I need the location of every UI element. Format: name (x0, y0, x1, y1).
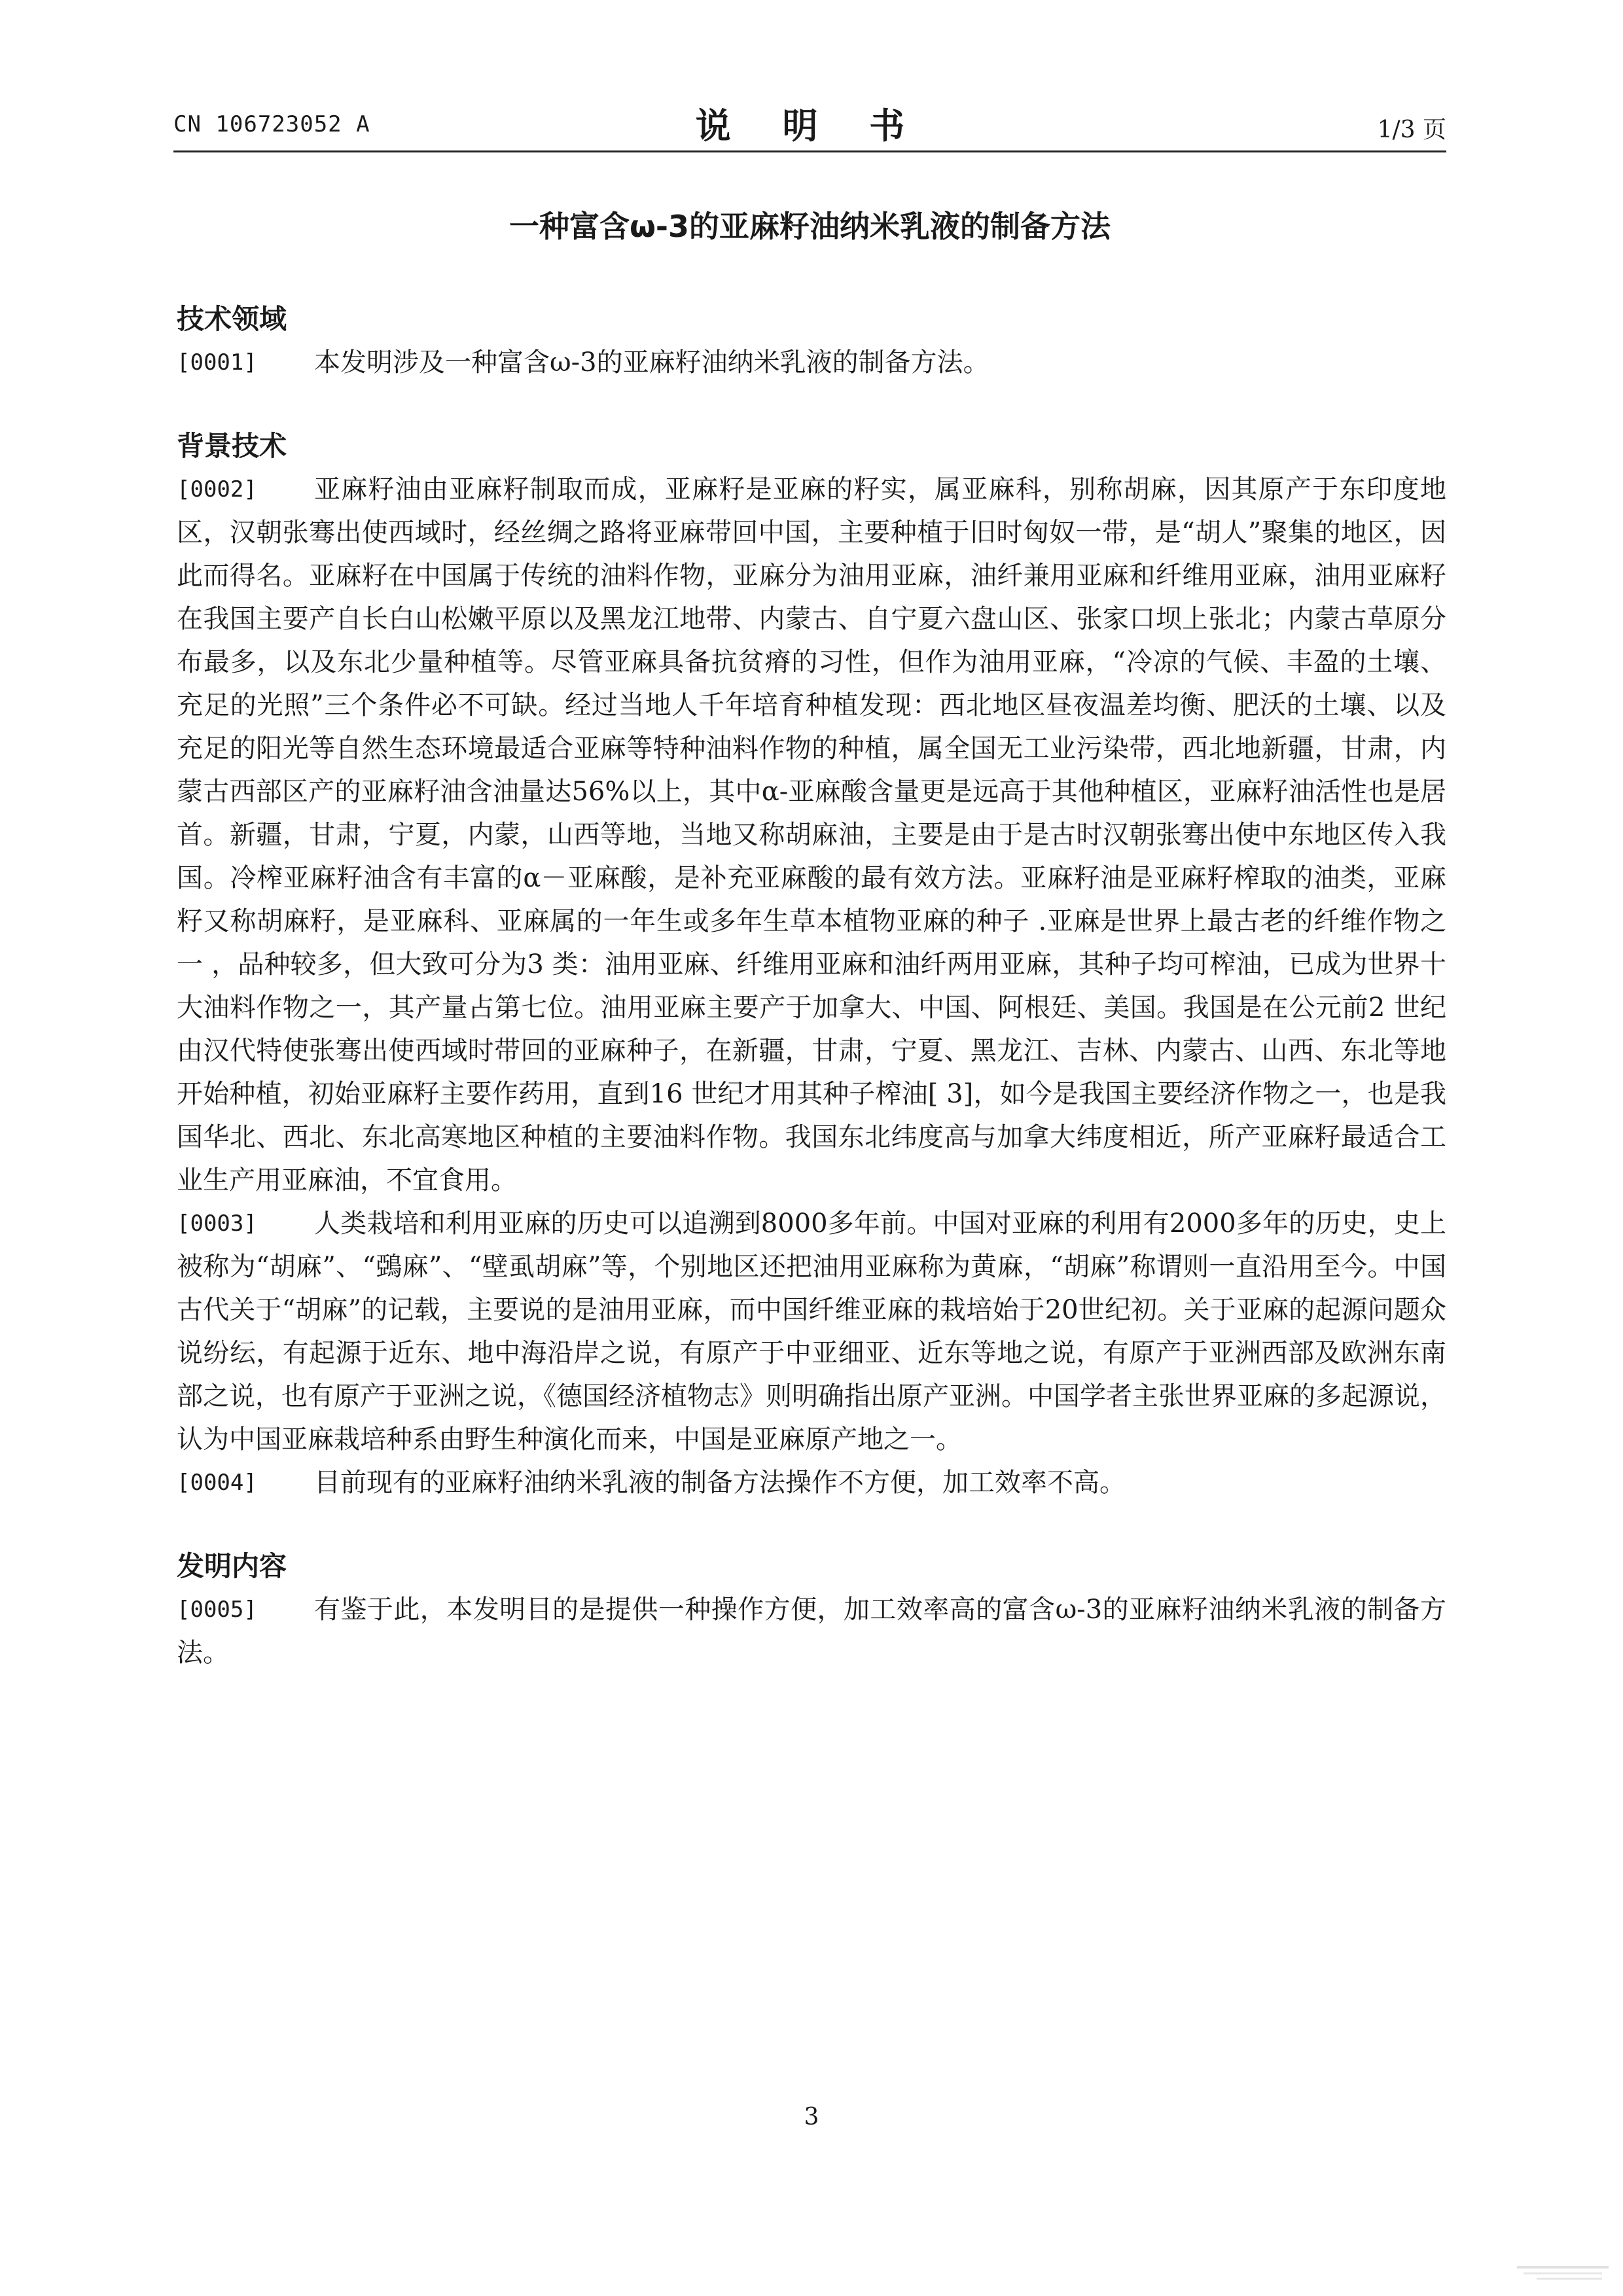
page-count: 1/3 页 (1377, 116, 1446, 143)
paragraph (177, 1202, 1446, 1461)
header-rule (173, 150, 1446, 152)
paragraph (177, 341, 1446, 384)
paragraph-text: 目前现有的亚麻籽油纳米乳液的制备方法操作不方便，加工效率不高。 (314, 1468, 1126, 1498)
paragraph-number: [0003] (177, 1210, 257, 1237)
document-title: 一种富含ω-3的亚麻籽油纳米乳液的制备方法 (508, 209, 1111, 244)
paragraph-text: 亚麻籽油由亚麻籽制取而成，亚麻籽是亚麻的籽实，属亚麻科，别称胡麻，因其原产于东印度地区，汉朝张骞出使西域时，经丝绸之路将亚麻带回中国，主要种植于旧时匈奴一带，是“胡人”聚集的地区，因此而得名。亚麻籽在中国属于传统的油料作物，亚麻分为油用亚麻，油纤兼用亚麻和纤维用亚麻，油用亚麻籽在我国主要产自长白山松嫩平原以及黑龙江地带、内蒙古、自宁夏六盘山区、张家口坝上张北；内蒙古草原分布最多，以及东北少量种植等。尽管亚麻具备抗贫瘠的习性，但作为油用亚麻，“冷凉的气候、丰盈的土壤、充足的光照”三个条件必不可缺。经过当地人千年培育种植发现：西北地区昼夜温差均衡、肥沃的土壤、以及充足的阳光等自然生态环境最适合亚麻等特种油料作物的种植，属全国无工业污染带，西北地新疆，甘肃，内蒙古西部区产的亚麻籽油含油量达56%以上，其中α-亚麻酸含量更是远高于其他种植区，亚麻籽油活性也是居首。新疆，甘肃，宁夏，内蒙，山西等地，当地又称胡麻油，主要是由于是古时汉朝张骞出使中东地区传入我国。冷榨亚麻籽油含有丰富的α－亚麻酸，是补充亚麻酸的最有效方法。亚麻籽油是亚麻籽榨取的油类，亚麻籽又称胡麻籽，是亚麻科、亚麻属的一年生或多年生草本植物亚麻的种子 .亚麻是世界上最古老的纤维作物之一 ，品种较多，但大致可分为3 类：油用亚麻、纤维用亚麻和油纤两用亚麻，其种子均可榨油，已成为世界十大油料作物之一，其产量占第七位。油用亚麻主要产于加拿大、中国、阿根廷、美国。我国是在公元前2 世纪由汉代特使张骞出使西域时带回的亚麻种子，在新疆，甘肃，宁夏、黑龙江、吉林、内蒙古、山西、东北等地开始种植，初始亚麻籽主要作药用，直到16 世纪才用其种子榨油[ 3]，如今是我国主要经济作物之一，也是我国华北、西北、东北高寒地区种植的主要油料作物。我国东北纬度高与加拿大纬度相近，所产亚麻籽最适合工业生产用亚麻油，不宜食用。 (177, 474, 1446, 1195)
paragraph-number: [0002] (177, 476, 257, 503)
section-heading-background: 背景技术 (177, 430, 287, 462)
document-type: 说 明 书 (695, 105, 925, 147)
paragraph-text: 本发明涉及一种富含ω-3的亚麻籽油纳米乳液的制备方法。 (314, 347, 990, 378)
document-id: CN 106723052 A (173, 111, 370, 137)
corner-watermark-image (1517, 2261, 1609, 2283)
page-header (173, 98, 1446, 150)
paragraph-number: [0001] (177, 349, 257, 376)
paragraph-number: [0004] (177, 1470, 257, 1496)
paragraph-text: 有鉴于此，本发明目的是提供一种操作方便，加工效率高的富含ω-3的亚麻籽油纳米乳液的制备方法。 (177, 1595, 1446, 1668)
paragraph (177, 1461, 1446, 1504)
page-number: 3 (804, 2104, 819, 2130)
paragraph (177, 1588, 1446, 1674)
section-heading-invention-content: 发明内容 (177, 1550, 287, 1582)
paragraph-number: [0005] (177, 1597, 257, 1623)
paragraph (177, 468, 1446, 1202)
section-heading-technical-field: 技术领域 (177, 303, 287, 335)
document-body (177, 298, 1446, 1674)
paragraph-text: 人类栽培和利用亚麻的历史可以追溯到8000多年前。中国对亚麻的利用有2000多年的历史，史上被称为“胡麻”、“鵶麻”、“壁虱胡麻”等，个别地区还把油用亚麻称为黄麻，“胡麻”称谓则一直沿用至今。中国古代关于“胡麻”的记载，主要说的是油用亚麻，而中国纤维亚麻的栽培始于20世纪初。关于亚麻的起源问题众说纷纭，有起源于近东、地中海沿岸之说，有原产于中亚细亚、近东等地之说，有原产于亚洲西部及欧洲东南部之说，也有原产于亚洲之说，《德国经济植物志》则明确指出原产亚洲。中国学者主张世界亚麻的多起源说，认为中国亚麻栽培种系由野生种演化而来，中国是亚麻原产地之一。 (177, 1209, 1446, 1455)
